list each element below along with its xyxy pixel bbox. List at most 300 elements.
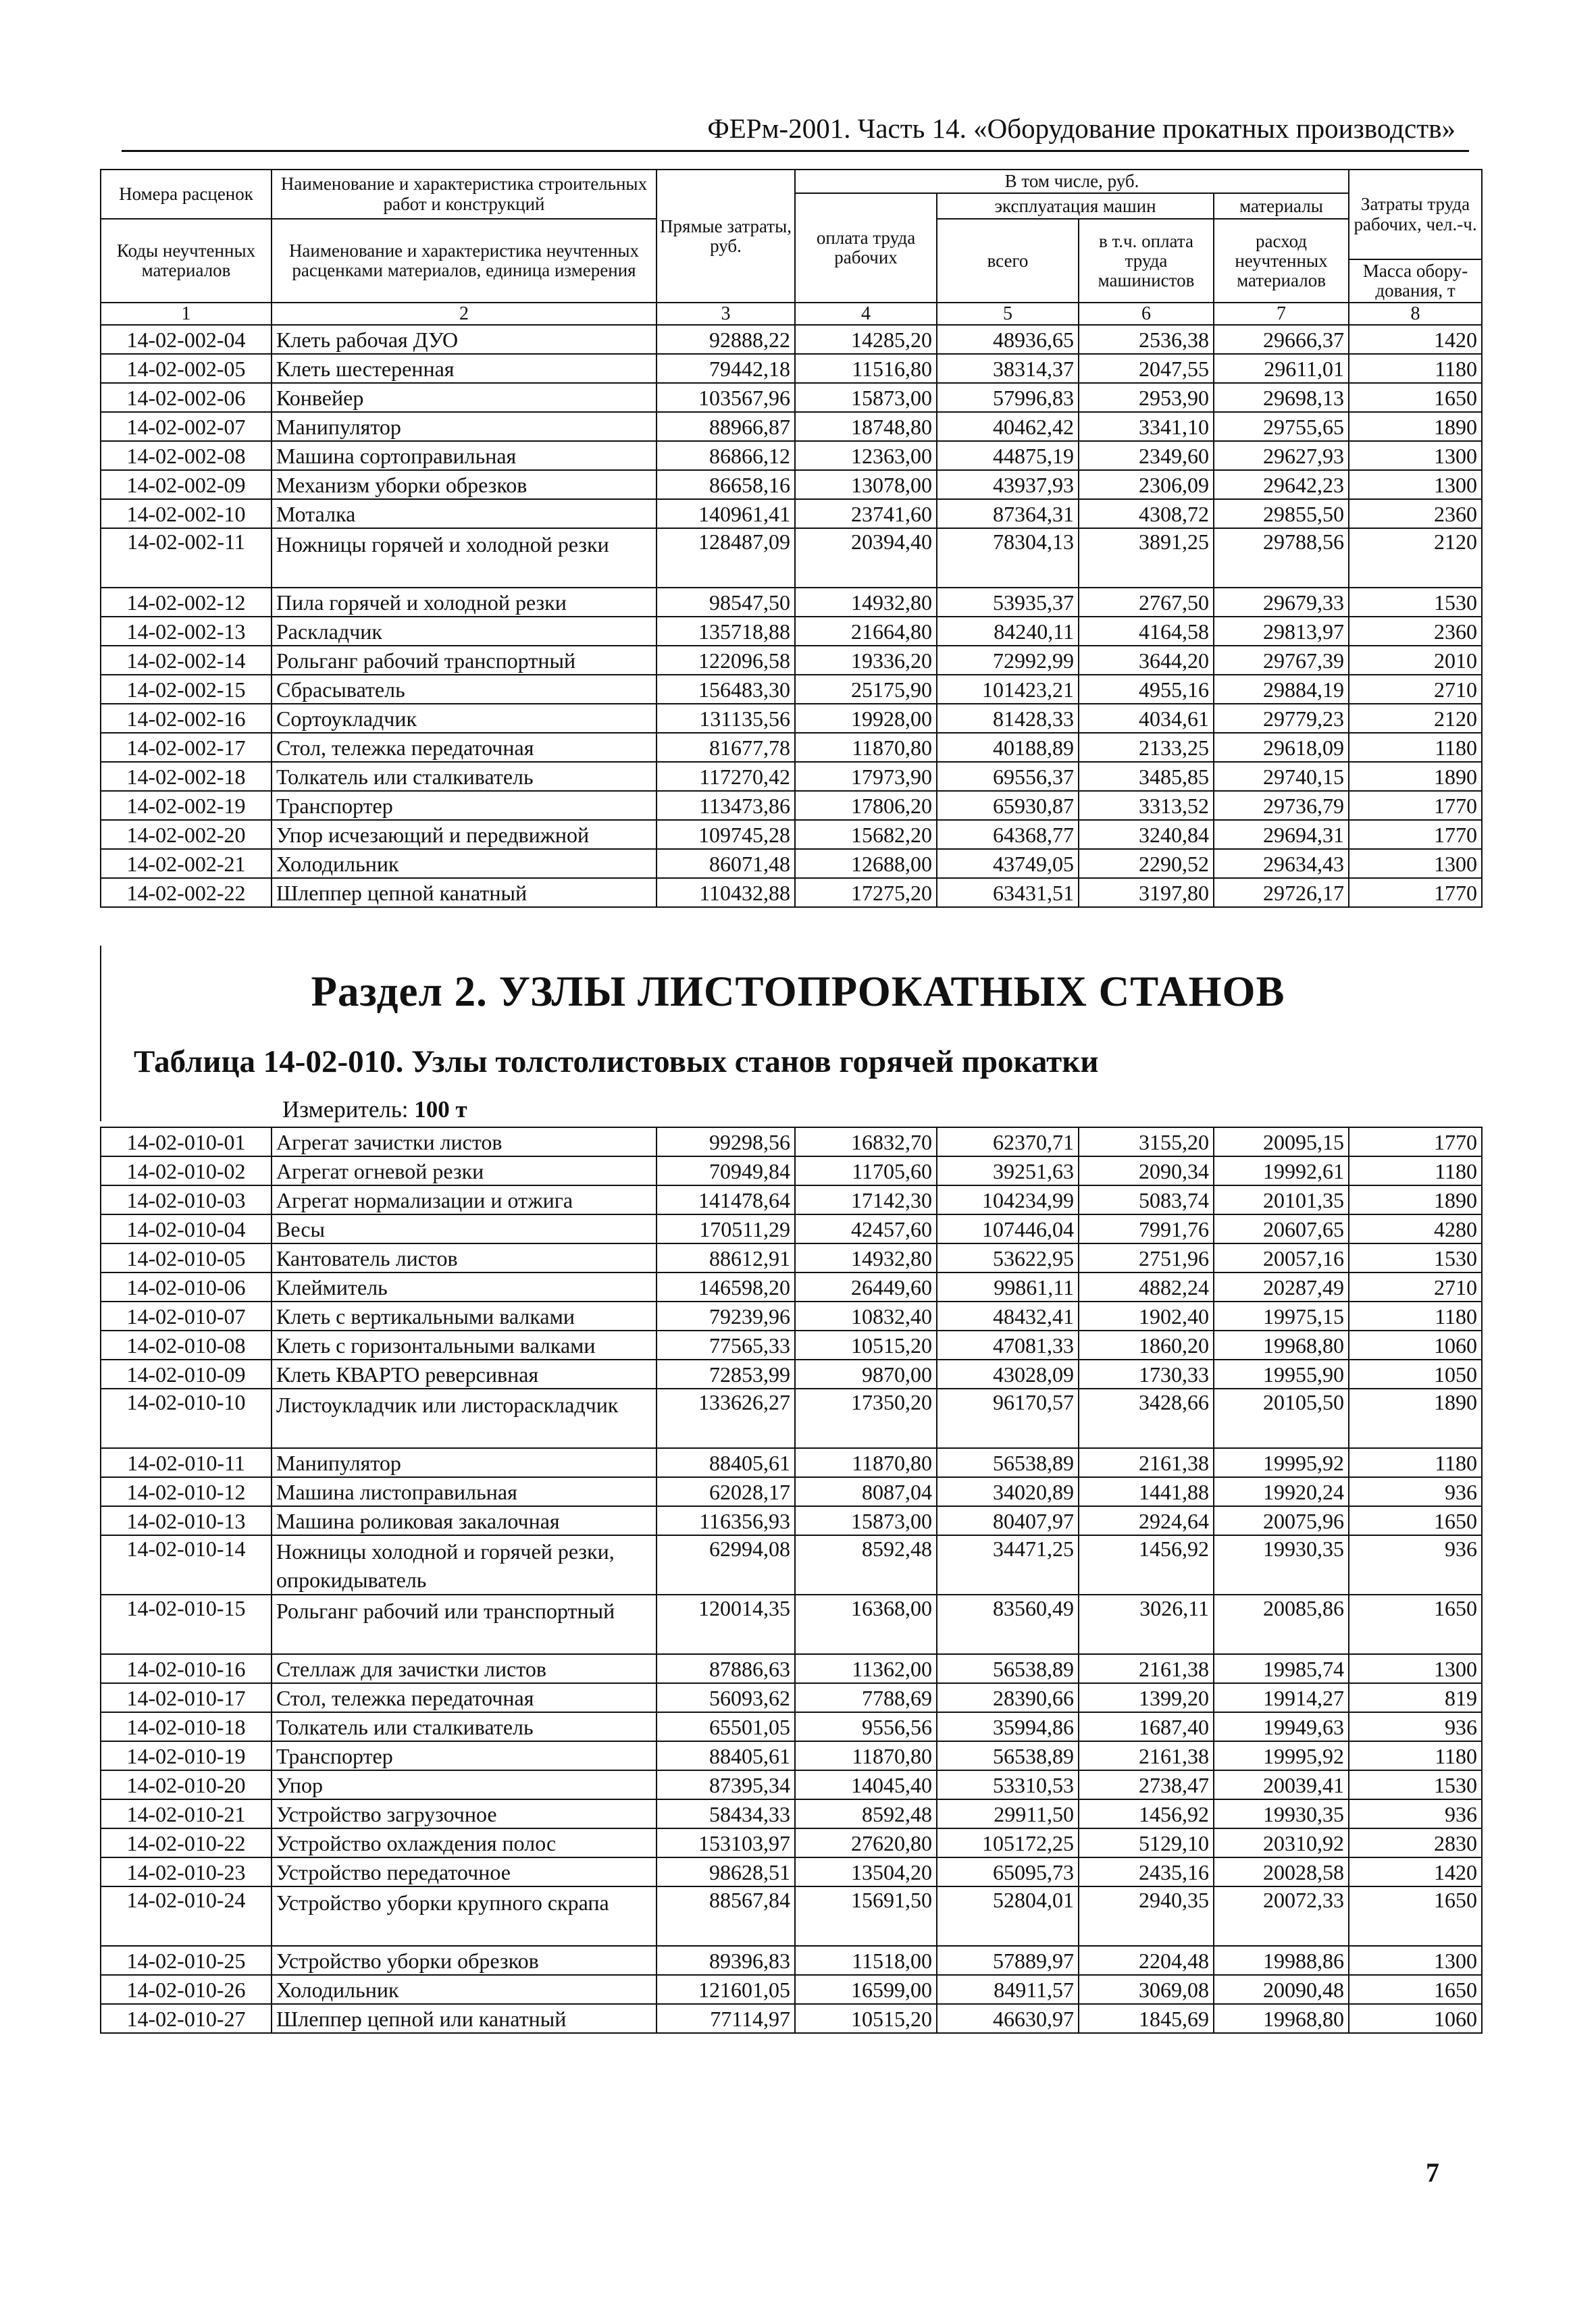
column-number: 5 [937,303,1079,325]
worker-pay-cell: 11362,00 [795,1654,937,1683]
machines-total-cell: 46630,97 [937,2004,1079,2033]
section-title: Раздел 2. УЗЛЫ ЛИСТОПРОКАТНЫХ СТАНОВ [311,968,1285,1015]
item-name-cell: Устройство уборки крупного скрапа [272,1886,657,1946]
header-machines-total: всего [937,219,1079,303]
worker-pay-cell: 11516,80 [795,354,937,383]
rate-code-cell: 14-02-002-22 [101,878,272,907]
operator-pay-cell: 7991,76 [1079,1214,1214,1243]
materials-cost-cell: 19968,80 [1214,2004,1349,2033]
operator-pay-cell: 3485,85 [1079,762,1214,791]
materials-cost-cell: 29611,01 [1214,354,1349,383]
equipment-mass-cell: 1300 [1349,441,1482,470]
rate-code-cell: 14-02-010-05 [101,1243,272,1272]
materials-cost-cell: 29627,93 [1214,441,1349,470]
header-rate-numbers: Номера расценок [101,170,272,219]
materials-cost-cell: 19995,92 [1214,1741,1349,1770]
operator-pay-cell: 4034,61 [1079,704,1214,733]
machines-total-cell: 84911,57 [937,1975,1079,2004]
direct-costs-cell: 98628,51 [657,1857,795,1886]
machines-total-cell: 35994,86 [937,1712,1079,1741]
table-row [101,646,1482,675]
worker-pay-cell: 26449,60 [795,1272,937,1302]
equipment-mass-cell: 819 [1349,1683,1482,1712]
materials-cost-cell: 19949,63 [1214,1712,1349,1741]
materials-cost-cell: 19920,24 [1214,1477,1349,1506]
column-number: 7 [1214,303,1349,325]
materials-cost-cell: 20095,15 [1214,1127,1349,1156]
equipment-mass-cell: 2010 [1349,646,1482,675]
operator-pay-cell: 2161,38 [1079,1448,1214,1477]
equipment-mass-cell: 1300 [1349,849,1482,878]
worker-pay-cell: 20394,40 [795,528,937,588]
rate-code-cell: 14-02-010-15 [101,1595,272,1654]
direct-costs-cell: 89396,83 [657,1946,795,1975]
item-name-cell: Транспортер [272,1741,657,1770]
machines-total-cell: 40188,89 [937,733,1079,762]
machines-total-cell: 69556,37 [937,762,1079,791]
equipment-mass-cell: 1050 [1349,1360,1482,1389]
table-row [101,1535,1482,1595]
table-row [101,1389,1482,1448]
materials-cost-cell: 19985,74 [1214,1654,1349,1683]
materials-cost-cell: 29618,09 [1214,733,1349,762]
direct-costs-cell: 77565,33 [657,1331,795,1360]
materials-cost-cell: 19975,15 [1214,1302,1349,1331]
item-name-cell: Холодильник [272,849,657,878]
operator-pay-cell: 3644,20 [1079,646,1214,675]
equipment-mass-cell: 1890 [1349,1389,1482,1448]
direct-costs-cell: 140961,41 [657,499,795,528]
table-row [101,325,1482,354]
direct-costs-cell: 146598,20 [657,1272,795,1302]
direct-costs-cell: 133626,27 [657,1389,795,1448]
equipment-mass-cell: 2120 [1349,528,1482,588]
item-name-cell: Кантователь листов [272,1243,657,1272]
table-row [101,1595,1482,1654]
rate-code-cell: 14-02-010-21 [101,1799,272,1828]
materials-cost-cell: 19995,92 [1214,1448,1349,1477]
rate-code-cell: 14-02-002-09 [101,470,272,499]
machines-total-cell: 107446,04 [937,1214,1079,1243]
rate-code-cell: 14-02-002-07 [101,412,272,441]
materials-cost-cell: 19988,86 [1214,1946,1349,1975]
header-material-consumption: расход неучтенных материалов [1214,219,1349,303]
materials-cost-cell: 20101,35 [1214,1185,1349,1214]
worker-pay-cell: 16832,70 [795,1127,937,1156]
equipment-mass-cell: 936 [1349,1712,1482,1741]
machines-total-cell: 40462,42 [937,412,1079,441]
operator-pay-cell: 1730,33 [1079,1360,1214,1389]
header-labor-costs: Затраты труда рабочих, чел.-ч. [1349,170,1482,259]
item-name-cell: Клеть с горизонтальными валками [272,1331,657,1360]
rate-code-cell: 14-02-002-21 [101,849,272,878]
equipment-mass-cell: 1650 [1349,383,1482,412]
direct-costs-cell: 88405,61 [657,1741,795,1770]
equipment-mass-cell: 1770 [1349,820,1482,849]
worker-pay-cell: 11870,80 [795,1448,937,1477]
rate-code-cell: 14-02-010-09 [101,1360,272,1389]
table-row [101,1302,1482,1331]
equipment-mass-cell: 936 [1349,1535,1482,1595]
operator-pay-cell: 3240,84 [1079,820,1214,849]
item-name-cell: Шлеппер цепной канатный [272,878,657,907]
column-number: 1 [101,303,272,325]
rate-code-cell: 14-02-002-05 [101,354,272,383]
equipment-mass-cell: 1890 [1349,1185,1482,1214]
worker-pay-cell: 18748,80 [795,412,937,441]
table-row [101,1857,1482,1886]
machines-total-cell: 99861,11 [937,1272,1079,1302]
direct-costs-cell: 116356,93 [657,1506,795,1535]
direct-costs-cell: 77114,97 [657,2004,795,2033]
operator-pay-cell: 1456,92 [1079,1535,1214,1595]
item-name-cell: Манипулятор [272,412,657,441]
equipment-mass-cell: 1650 [1349,1595,1482,1654]
machines-total-cell: 62370,71 [937,1127,1079,1156]
table-row [101,1156,1482,1185]
item-name-cell: Устройство загрузочное [272,1799,657,1828]
worker-pay-cell: 17350,20 [795,1389,937,1448]
operator-pay-cell: 3428,66 [1079,1389,1214,1448]
item-name-cell: Рольганг рабочий транспортный [272,646,657,675]
direct-costs-cell: 131135,56 [657,704,795,733]
worker-pay-cell: 8592,48 [795,1535,937,1595]
worker-pay-cell: 13504,20 [795,1857,937,1886]
item-name-cell: Листоукладчик или листораскладчик [272,1389,657,1448]
equipment-mass-cell: 1300 [1349,470,1482,499]
table-row [101,1506,1482,1535]
table-row [101,1272,1482,1302]
table-row [101,1331,1482,1360]
machines-total-cell: 56538,89 [937,1741,1079,1770]
rate-code-cell: 14-02-010-13 [101,1506,272,1535]
item-name-cell: Машина листоправильная [272,1477,657,1506]
rate-code-cell: 14-02-002-13 [101,617,272,646]
column-number: 8 [1349,303,1482,325]
rate-code-cell: 14-02-002-18 [101,762,272,791]
machines-total-cell: 43028,09 [937,1360,1079,1389]
direct-costs-cell: 110432,88 [657,878,795,907]
equipment-mass-cell: 1650 [1349,1886,1482,1946]
equipment-mass-cell: 1650 [1349,1975,1482,2004]
materials-cost-cell: 29755,65 [1214,412,1349,441]
direct-costs-cell: 128487,09 [657,528,795,588]
materials-cost-cell: 29779,23 [1214,704,1349,733]
machines-total-cell: 34020,89 [937,1477,1079,1506]
column-number: 4 [795,303,937,325]
machines-total-cell: 44875,19 [937,441,1079,470]
equipment-mass-cell: 2360 [1349,617,1482,646]
item-name-cell: Манипулятор [272,1448,657,1477]
table-row [101,791,1482,820]
table-row [101,1214,1482,1243]
materials-cost-cell: 29698,13 [1214,383,1349,412]
worker-pay-cell: 17806,20 [795,791,937,820]
item-name-cell: Ножницы холодной и горячей резки, опрокидыватель [272,1535,657,1595]
machines-total-cell: 57889,97 [937,1946,1079,1975]
worker-pay-cell: 11870,80 [795,1741,937,1770]
direct-costs-cell: 72853,99 [657,1360,795,1389]
worker-pay-cell: 11705,60 [795,1156,937,1185]
item-name-cell: Рольганг рабочий или транспортный [272,1595,657,1654]
materials-cost-cell: 19914,27 [1214,1683,1349,1712]
rate-code-cell: 14-02-010-10 [101,1389,272,1448]
operator-pay-cell: 2435,16 [1079,1857,1214,1886]
operator-pay-cell: 3155,20 [1079,1127,1214,1156]
direct-costs-cell: 86866,12 [657,441,795,470]
materials-cost-cell: 19992,61 [1214,1156,1349,1185]
table-row [101,1712,1482,1741]
item-name-cell: Сбрасыватель [272,675,657,704]
direct-costs-cell: 92888,22 [657,325,795,354]
rate-code-cell: 14-02-002-19 [101,791,272,820]
direct-costs-cell: 98547,50 [657,588,795,617]
rate-code-cell: 14-02-010-27 [101,2004,272,2033]
rate-code-cell: 14-02-010-24 [101,1886,272,1946]
equipment-mass-cell: 1180 [1349,733,1482,762]
materials-cost-cell: 29634,43 [1214,849,1349,878]
equipment-mass-cell: 2360 [1349,499,1482,528]
equipment-mass-cell: 4280 [1349,1214,1482,1243]
item-name-cell: Холодильник [272,1975,657,2004]
table-row [101,470,1482,499]
operator-pay-cell: 2536,38 [1079,325,1214,354]
worker-pay-cell: 23741,60 [795,499,937,528]
worker-pay-cell: 12363,00 [795,441,937,470]
table-row [101,617,1482,646]
table-row [101,1477,1482,1506]
table-row [101,762,1482,791]
item-name-cell: Упор исчезающий и передвижной [272,820,657,849]
materials-cost-cell: 29679,33 [1214,588,1349,617]
equipment-mass-cell: 2830 [1349,1828,1482,1857]
worker-pay-cell: 10515,20 [795,1331,937,1360]
worker-pay-cell: 17275,20 [795,878,937,907]
header-direct-costs: Прямые затраты, руб. [657,170,795,303]
worker-pay-cell: 15682,20 [795,820,937,849]
table-row [101,1243,1482,1272]
header-machine-operation: эксплуатация машин [937,193,1214,219]
item-name-cell: Шлеппер цепной или канатный [272,2004,657,2033]
equipment-mass-cell: 1300 [1349,1654,1482,1683]
operator-pay-cell: 3069,08 [1079,1975,1214,2004]
machines-total-cell: 101423,21 [937,675,1079,704]
prices-table-14-02-010 [100,1127,1483,2034]
machines-total-cell: 52804,01 [937,1886,1079,1946]
worker-pay-cell: 8592,48 [795,1799,937,1828]
machines-total-cell: 56538,89 [937,1654,1079,1683]
machines-total-cell: 81428,33 [937,704,1079,733]
machines-total-cell: 48936,65 [937,325,1079,354]
header-material-codes: Коды неучтенных материалов [101,219,272,303]
direct-costs-cell: 113473,86 [657,791,795,820]
header-material-names: Наименование и характеристика неучтенных расценками материалов, единица измерения [272,219,657,303]
worker-pay-cell: 9556,56 [795,1712,937,1741]
materials-cost-cell: 29884,19 [1214,675,1349,704]
direct-costs-cell: 121601,05 [657,1975,795,2004]
worker-pay-cell: 12688,00 [795,849,937,878]
operator-pay-cell: 2133,25 [1079,733,1214,762]
rate-code-cell: 14-02-010-01 [101,1127,272,1156]
table-row [101,1770,1482,1799]
direct-costs-cell: 86071,48 [657,849,795,878]
item-name-cell: Транспортер [272,791,657,820]
table-row [101,1360,1482,1389]
operator-pay-cell: 2751,96 [1079,1243,1214,1272]
table-row [101,1741,1482,1770]
direct-costs-cell: 62028,17 [657,1477,795,1506]
direct-costs-cell: 88405,61 [657,1448,795,1477]
machines-total-cell: 29911,50 [937,1799,1079,1828]
machines-total-cell: 84240,11 [937,617,1079,646]
worker-pay-cell: 14045,40 [795,1770,937,1799]
direct-costs-cell: 88966,87 [657,412,795,441]
worker-pay-cell: 14285,20 [795,325,937,354]
direct-costs-cell: 65501,05 [657,1712,795,1741]
column-number: 2 [272,303,657,325]
operator-pay-cell: 2047,55 [1079,354,1214,383]
equipment-mass-cell: 1530 [1349,588,1482,617]
machines-total-cell: 39251,63 [937,1156,1079,1185]
prices-table-14-02-002 [100,169,1483,908]
table-row [101,1799,1482,1828]
table-row [101,354,1482,383]
machines-total-cell: 43749,05 [937,849,1079,878]
machines-total-cell: 63431,51 [937,878,1079,907]
item-name-cell: Устройство передаточное [272,1857,657,1886]
rate-code-cell: 14-02-010-18 [101,1712,272,1741]
item-name-cell: Толкатель или сталкиватель [272,1712,657,1741]
materials-cost-cell: 20105,50 [1214,1389,1349,1448]
operator-pay-cell: 2940,35 [1079,1886,1214,1946]
operator-pay-cell: 1456,92 [1079,1799,1214,1828]
equipment-mass-cell: 1060 [1349,2004,1482,2033]
operator-pay-cell: 2349,60 [1079,441,1214,470]
operator-pay-cell: 1860,20 [1079,1331,1214,1360]
machines-total-cell: 72992,99 [937,646,1079,675]
worker-pay-cell: 11518,00 [795,1946,937,1975]
direct-costs-cell: 87395,34 [657,1770,795,1799]
rate-code-cell: 14-02-002-17 [101,733,272,762]
operator-pay-cell: 3341,10 [1079,412,1214,441]
rate-code-cell: 14-02-010-16 [101,1654,272,1683]
item-name-cell: Раскладчик [272,617,657,646]
operator-pay-cell: 5083,74 [1079,1185,1214,1214]
operator-pay-cell: 3891,25 [1079,528,1214,588]
equipment-mass-cell: 1180 [1349,1448,1482,1477]
materials-cost-cell: 20039,41 [1214,1770,1349,1799]
table-row [101,1448,1482,1477]
worker-pay-cell: 14932,80 [795,588,937,617]
direct-costs-cell: 58434,33 [657,1799,795,1828]
item-name-cell: Клеть с вертикальными валками [272,1302,657,1331]
worker-pay-cell: 14932,80 [795,1243,937,1272]
operator-pay-cell: 3313,52 [1079,791,1214,820]
worker-pay-cell: 10832,40 [795,1302,937,1331]
equipment-mass-cell: 2710 [1349,675,1482,704]
rate-code-cell: 14-02-010-12 [101,1477,272,1506]
operator-pay-cell: 3197,80 [1079,878,1214,907]
item-name-cell: Моталка [272,499,657,528]
rate-code-cell: 14-02-010-25 [101,1946,272,1975]
operator-pay-cell: 2767,50 [1079,588,1214,617]
materials-cost-cell: 20090,48 [1214,1975,1349,2004]
table-row [101,499,1482,528]
header-worker-pay: оплата труда рабочих [795,193,937,303]
item-name-cell: Механизм уборки обрезков [272,470,657,499]
direct-costs-cell: 88567,84 [657,1886,795,1946]
table-row [101,675,1482,704]
item-name-cell: Агрегат зачистки листов [272,1127,657,1156]
operator-pay-cell: 3026,11 [1079,1595,1214,1654]
worker-pay-cell: 19928,00 [795,704,937,733]
measure-value: 100 т [414,1096,467,1123]
operator-pay-cell: 4955,16 [1079,675,1214,704]
machines-total-cell: 53622,95 [937,1243,1079,1272]
worker-pay-cell: 42457,60 [795,1214,937,1243]
materials-cost-cell: 29726,17 [1214,878,1349,907]
table-row [101,849,1482,878]
header-materials: материалы [1214,193,1349,219]
item-name-cell: Сортоукладчик [272,704,657,733]
materials-cost-cell: 29666,37 [1214,325,1349,354]
worker-pay-cell: 17142,30 [795,1185,937,1214]
direct-costs-cell: 79239,96 [657,1302,795,1331]
operator-pay-cell: 2924,64 [1079,1506,1214,1535]
rate-code-cell: 14-02-010-06 [101,1272,272,1302]
equipment-mass-cell: 1300 [1349,1946,1482,1975]
rate-code-cell: 14-02-010-07 [101,1302,272,1331]
direct-costs-cell: 170511,29 [657,1214,795,1243]
table-row [101,1185,1482,1214]
table-body [101,1127,1482,2033]
table-body [101,325,1482,907]
worker-pay-cell: 16599,00 [795,1975,937,2004]
direct-costs-cell: 56093,62 [657,1683,795,1712]
table-row [101,412,1482,441]
machines-total-cell: 80407,97 [937,1506,1079,1535]
worker-pay-cell: 16368,00 [795,1595,937,1654]
equipment-mass-cell: 1530 [1349,1243,1482,1272]
table-row [101,1654,1482,1683]
machines-total-cell: 96170,57 [937,1389,1079,1448]
direct-costs-cell: 117270,42 [657,762,795,791]
equipment-mass-cell: 1770 [1349,878,1482,907]
materials-cost-cell: 29642,23 [1214,470,1349,499]
operator-pay-cell: 1687,40 [1079,1712,1214,1741]
table-row [101,1946,1482,1975]
direct-costs-cell: 141478,64 [657,1185,795,1214]
direct-costs-cell: 156483,30 [657,675,795,704]
materials-cost-cell: 19955,90 [1214,1360,1349,1389]
rate-code-cell: 14-02-002-08 [101,441,272,470]
machines-total-cell: 34471,25 [937,1535,1079,1595]
worker-pay-cell: 21664,80 [795,617,937,646]
worker-pay-cell: 25175,90 [795,675,937,704]
operator-pay-cell: 1441,88 [1079,1477,1214,1506]
direct-costs-cell: 135718,88 [657,617,795,646]
worker-pay-cell: 17973,90 [795,762,937,791]
item-name-cell: Конвейер [272,383,657,412]
worker-pay-cell: 27620,80 [795,1828,937,1857]
equipment-mass-cell: 1770 [1349,791,1482,820]
worker-pay-cell: 8087,04 [795,1477,937,1506]
table-row [101,1975,1482,2004]
running-title: ФЕРм-2001. Часть 14. «Оборудование прокатных производств» [707,113,1456,144]
rate-code-cell: 14-02-002-10 [101,499,272,528]
equipment-mass-cell: 2710 [1349,1272,1482,1302]
table-header [101,170,1482,325]
